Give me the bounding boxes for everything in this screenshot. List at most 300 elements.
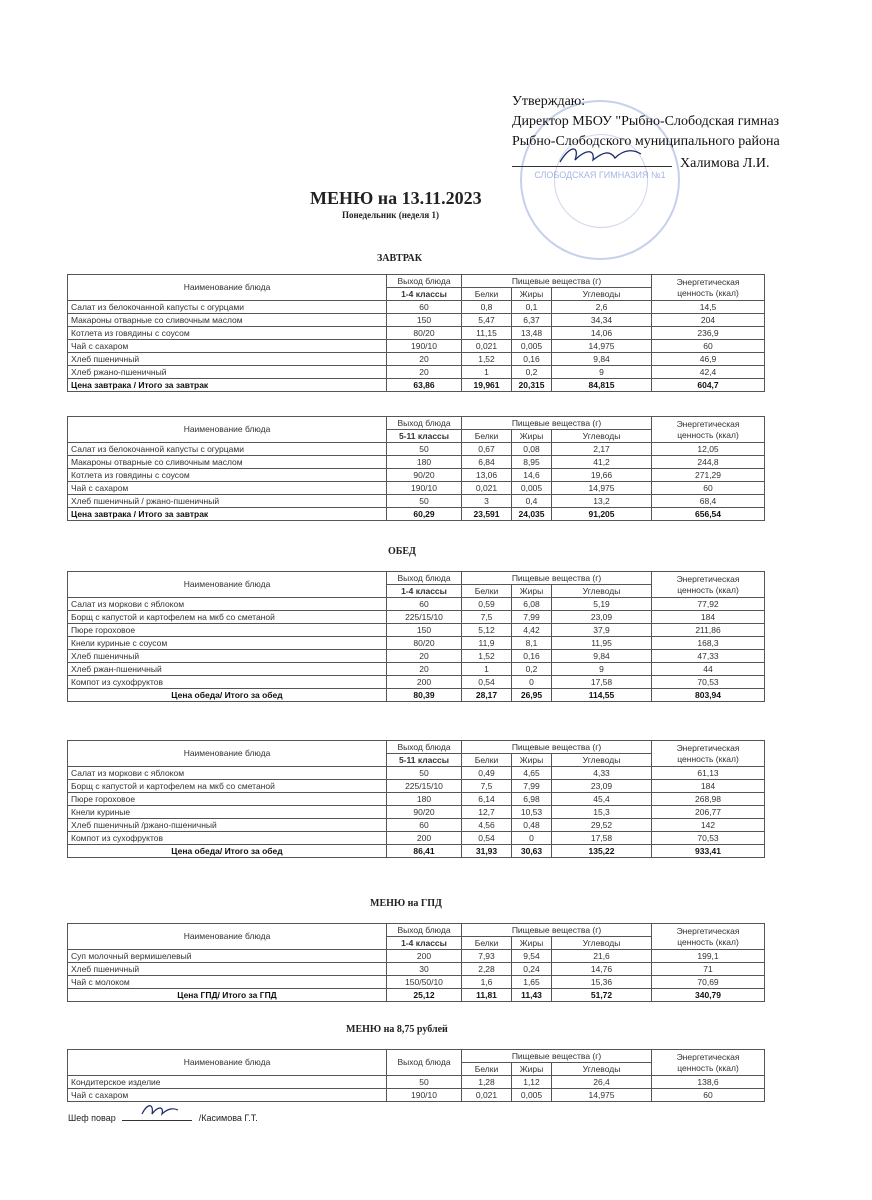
dish-energy: 47,33 [652, 650, 765, 663]
dish-output: 80/20 [387, 327, 462, 340]
header-output: Выход блюда [387, 572, 462, 585]
table-row [68, 1076, 765, 1089]
dish-output: 200 [387, 676, 462, 689]
total-energy: 803,94 [652, 689, 765, 702]
dish-proteins: 0,67 [462, 443, 512, 456]
dish-carbs: 9,84 [552, 353, 652, 366]
section-gpd: МЕНЮ на ГПД [370, 898, 442, 909]
dish-energy: 77,92 [652, 598, 765, 611]
dish-fats: 13,48 [512, 327, 552, 340]
dish-energy: 42,4 [652, 366, 765, 379]
dish-carbs: 14,975 [552, 482, 652, 495]
total-price: 80,39 [387, 689, 462, 702]
dish-carbs: 9 [552, 663, 652, 676]
dish-fats: 9,54 [512, 950, 552, 963]
gpd-table [67, 923, 765, 1002]
dish-carbs: 23,09 [552, 780, 652, 793]
total-row [68, 689, 765, 702]
dish-fats: 0,48 [512, 819, 552, 832]
chef-signature-line [122, 1110, 192, 1121]
dish-fats: 0,2 [512, 663, 552, 676]
dish-name: Компот из сухофруктов [68, 832, 387, 845]
stamp-text: СЛОБОДСКАЯ ГИМНАЗИЯ №1 [534, 170, 666, 180]
dish-carbs: 34,34 [552, 314, 652, 327]
dish-name: Салат из белокочанной капусты с огурцами [68, 301, 387, 314]
table-row [68, 443, 765, 456]
dish-energy: 184 [652, 780, 765, 793]
page-subtitle: Понедельник (неделя 1) [342, 210, 439, 220]
approval-line-4 [512, 152, 780, 174]
section-menu-875: МЕНЮ на 8,75 рублей [346, 1024, 448, 1035]
section-lunch: ОБЕД [388, 546, 416, 557]
dish-fats: 0,16 [512, 650, 552, 663]
table-row [68, 832, 765, 845]
total-price: 60,29 [387, 508, 462, 521]
dish-carbs: 5,19 [552, 598, 652, 611]
header-energy [652, 572, 765, 598]
total-row [68, 508, 765, 521]
dish-name: Суп молочный вермишелевый [68, 950, 387, 963]
dish-fats: 0,08 [512, 443, 552, 456]
dish-output: 90/20 [387, 469, 462, 482]
dish-proteins: 5,12 [462, 624, 512, 637]
table-row [68, 598, 765, 611]
header-fats: Жиры [512, 288, 552, 301]
table-row [68, 663, 765, 676]
class-group-label: 5-11 классы [387, 430, 462, 443]
dish-name: Борщ с капустой и картофелем на мкб со сметаной [68, 611, 387, 624]
total-proteins: 31,93 [462, 845, 512, 858]
dish-name: Макароны отварные со сливочным маслом [68, 456, 387, 469]
dish-output: 20 [387, 366, 462, 379]
table-row [68, 482, 765, 495]
dish-carbs: 4,33 [552, 767, 652, 780]
dish-fats: 0,24 [512, 963, 552, 976]
header-proteins: Белки [462, 1063, 512, 1076]
total-carbs: 114,55 [552, 689, 652, 702]
dish-energy: 61,13 [652, 767, 765, 780]
dish-carbs: 2,6 [552, 301, 652, 314]
page-title: МЕНЮ на 13.11.2023 [310, 188, 482, 208]
header-energy-line-2: ценность (ккал) [677, 753, 739, 764]
header-output: Выход блюда [387, 417, 462, 430]
dish-fats: 0,1 [512, 301, 552, 314]
dish-name: Хлеб пшеничный [68, 963, 387, 976]
dish-energy: 206,77 [652, 806, 765, 819]
header-row [68, 741, 765, 754]
header-nutrients: Пищевые вещества (г) [462, 275, 652, 288]
dish-output: 150 [387, 314, 462, 327]
total-proteins: 11,81 [462, 989, 512, 1002]
breakfast-1-4-body [68, 275, 765, 392]
dish-proteins: 5,47 [462, 314, 512, 327]
dish-proteins: 0,54 [462, 832, 512, 845]
dish-proteins: 1 [462, 366, 512, 379]
director-name: Халимова Л.И. [680, 156, 770, 171]
dish-output: 20 [387, 353, 462, 366]
dish-name: Кондитерское изделие [68, 1076, 387, 1089]
dish-energy: 70,53 [652, 832, 765, 845]
total-fats: 30,63 [512, 845, 552, 858]
dish-energy: 70,53 [652, 676, 765, 689]
dish-output: 190/10 [387, 482, 462, 495]
dish-carbs: 13,2 [552, 495, 652, 508]
total-carbs: 91,205 [552, 508, 652, 521]
dish-proteins: 0,021 [462, 340, 512, 353]
header-proteins: Белки [462, 585, 512, 598]
dish-carbs: 9,84 [552, 650, 652, 663]
dish-name: Хлеб пшеничный [68, 650, 387, 663]
header-energy-line-1: Энергетическая [676, 573, 740, 584]
dish-proteins: 11,9 [462, 637, 512, 650]
total-label: Цена обеда/ Итого за обед [68, 845, 387, 858]
approval-block [512, 92, 780, 174]
dish-energy: 142 [652, 819, 765, 832]
dish-output: 50 [387, 443, 462, 456]
dish-carbs: 15,36 [552, 976, 652, 989]
dish-carbs: 37,9 [552, 624, 652, 637]
header-energy [652, 741, 765, 767]
header-fats: Жиры [512, 1063, 552, 1076]
header-energy-line-1: Энергетическая [676, 418, 740, 429]
lunch-1-4-body [68, 572, 765, 702]
dish-name: Хлеб пшеничный /ржано-пшеничный [68, 819, 387, 832]
dish-fats: 6,98 [512, 793, 552, 806]
dish-proteins: 6,84 [462, 456, 512, 469]
dish-name: Чай с молоком [68, 976, 387, 989]
header-energy [652, 275, 765, 301]
dish-name: Борщ с капустой и картофелем на мкб со сметаной [68, 780, 387, 793]
dish-energy: 60 [652, 340, 765, 353]
total-proteins: 23,591 [462, 508, 512, 521]
total-carbs: 135,22 [552, 845, 652, 858]
dish-carbs: 17,58 [552, 676, 652, 689]
class-group-label: 1-4 классы [387, 937, 462, 950]
total-carbs: 84,815 [552, 379, 652, 392]
gpd-body [68, 924, 765, 1002]
dish-output: 20 [387, 650, 462, 663]
total-label: Цена ГПД/ Итого за ГПД [68, 989, 387, 1002]
header-row [68, 275, 765, 288]
table-row [68, 340, 765, 353]
dish-proteins: 1 [462, 663, 512, 676]
breakfast-table-5-11 [67, 416, 765, 521]
dish-name: Салат из моркови с яблоком [68, 598, 387, 611]
total-fats: 20,315 [512, 379, 552, 392]
dish-proteins: 12,7 [462, 806, 512, 819]
table-row [68, 793, 765, 806]
header-name: Наименование блюда [68, 275, 387, 301]
dish-name: Макароны отварные со сливочным маслом [68, 314, 387, 327]
dish-fats: 1,65 [512, 976, 552, 989]
dish-energy: 184 [652, 611, 765, 624]
header-energy [652, 1050, 765, 1076]
header-nutrients: Пищевые вещества (г) [462, 1050, 652, 1063]
dish-output: 30 [387, 963, 462, 976]
total-energy: 340,79 [652, 989, 765, 1002]
table-row [68, 819, 765, 832]
total-energy: 604,7 [652, 379, 765, 392]
header-energy-line-2: ценность (ккал) [677, 936, 739, 947]
table-row [68, 469, 765, 482]
dish-fats: 6,37 [512, 314, 552, 327]
dish-fats: 0,005 [512, 1089, 552, 1102]
dish-fats: 0 [512, 832, 552, 845]
dish-energy: 60 [652, 482, 765, 495]
table-row [68, 767, 765, 780]
approval-line-2: Директор МБОУ "Рыбно-Слободская гимназ [512, 114, 780, 129]
dish-carbs: 14,975 [552, 1089, 652, 1102]
table-row [68, 314, 765, 327]
header-energy [652, 417, 765, 443]
total-carbs: 51,72 [552, 989, 652, 1002]
dish-energy: 70,69 [652, 976, 765, 989]
dish-proteins: 0,54 [462, 676, 512, 689]
dish-name: Хлеб ржан-пшеничный [68, 663, 387, 676]
chef-signature [140, 1100, 180, 1120]
header-energy-line-1: Энергетическая [676, 925, 740, 936]
header-energy-line-1: Энергетическая [676, 1051, 740, 1062]
total-energy: 656,54 [652, 508, 765, 521]
class-group-label: 5-11 классы [387, 754, 462, 767]
dish-name: Кнели куриные с соусом [68, 637, 387, 650]
header-energy-line-2: ценность (ккал) [677, 429, 739, 440]
total-energy: 933,41 [652, 845, 765, 858]
header-carbs: Углеводы [552, 937, 652, 950]
table-row [68, 976, 765, 989]
total-price: 25,12 [387, 989, 462, 1002]
dish-carbs: 19,66 [552, 469, 652, 482]
table-row [68, 611, 765, 624]
dish-name: Котлета из говядины с соусом [68, 327, 387, 340]
lunch-5-11-body [68, 741, 765, 858]
total-fats: 24,035 [512, 508, 552, 521]
dish-carbs: 14,76 [552, 963, 652, 976]
approval-line-1: Утверждаю: [512, 94, 586, 109]
table-row [68, 637, 765, 650]
menu-875-body [68, 1050, 765, 1102]
dish-proteins: 1,6 [462, 976, 512, 989]
dish-energy: 46,9 [652, 353, 765, 366]
dish-carbs: 29,52 [552, 819, 652, 832]
total-fats: 26,95 [512, 689, 552, 702]
dish-proteins: 0,021 [462, 1089, 512, 1102]
dish-fats: 10,53 [512, 806, 552, 819]
dish-name: Пюре гороховое [68, 624, 387, 637]
dish-proteins: 0,59 [462, 598, 512, 611]
table-row [68, 950, 765, 963]
header-row [68, 417, 765, 430]
dish-energy: 71 [652, 963, 765, 976]
dish-name: Чай с сахаром [68, 340, 387, 353]
dish-name: Салат из моркови с яблоком [68, 767, 387, 780]
header-proteins: Белки [462, 288, 512, 301]
header-name: Наименование блюда [68, 924, 387, 950]
header-row [68, 924, 765, 937]
dish-output: 200 [387, 950, 462, 963]
dish-energy: 236,9 [652, 327, 765, 340]
dish-fats: 7,99 [512, 780, 552, 793]
dish-fats: 1,12 [512, 1076, 552, 1089]
dish-output: 150 [387, 624, 462, 637]
dish-energy: 12,05 [652, 443, 765, 456]
dish-output: 50 [387, 495, 462, 508]
dish-carbs: 14,06 [552, 327, 652, 340]
total-price: 86,41 [387, 845, 462, 858]
dish-fats: 14,6 [512, 469, 552, 482]
header-name: Наименование блюда [68, 1050, 387, 1076]
dish-proteins: 1,52 [462, 353, 512, 366]
table-row [68, 456, 765, 469]
dish-name: Хлеб пшеничный [68, 353, 387, 366]
header-carbs: Углеводы [552, 754, 652, 767]
lunch-table-1-4 [67, 571, 765, 702]
dish-fats: 7,99 [512, 611, 552, 624]
header-fats: Жиры [512, 430, 552, 443]
dish-output: 60 [387, 301, 462, 314]
dish-output: 225/15/10 [387, 611, 462, 624]
dish-fats: 0,005 [512, 340, 552, 353]
dish-energy: 204 [652, 314, 765, 327]
header-row [68, 1050, 765, 1063]
total-label: Цена завтрака / Итого за завтрак [68, 508, 387, 521]
header-proteins: Белки [462, 937, 512, 950]
table-row [68, 806, 765, 819]
header-energy-line-2: ценность (ккал) [677, 287, 739, 298]
header-fats: Жиры [512, 937, 552, 950]
dish-fats: 8,95 [512, 456, 552, 469]
dish-energy: 44 [652, 663, 765, 676]
dish-output: 225/15/10 [387, 780, 462, 793]
dish-fats: 0 [512, 676, 552, 689]
total-row [68, 845, 765, 858]
dish-fats: 0,005 [512, 482, 552, 495]
dish-carbs: 2,17 [552, 443, 652, 456]
dish-carbs: 14,975 [552, 340, 652, 353]
breakfast-5-11-body [68, 417, 765, 521]
dish-name: Хлеб пшеничный / ржано-пшеничный [68, 495, 387, 508]
chef-name: /Касимова Г.Т. [198, 1113, 258, 1123]
dish-fats: 8,1 [512, 637, 552, 650]
chef-label: Шеф повар [68, 1113, 116, 1123]
header-nutrients: Пищевые вещества (г) [462, 417, 652, 430]
table-row [68, 963, 765, 976]
dish-energy: 14,5 [652, 301, 765, 314]
header-energy-line-2: ценность (ккал) [677, 584, 739, 595]
header-carbs: Углеводы [552, 1063, 652, 1076]
dish-name: Котлета из говядины с соусом [68, 469, 387, 482]
dish-energy: 138,6 [652, 1076, 765, 1089]
header-carbs: Углеводы [552, 288, 652, 301]
dish-carbs: 21,6 [552, 950, 652, 963]
total-price: 63,86 [387, 379, 462, 392]
header-energy-line-1: Энергетическая [676, 742, 740, 753]
total-proteins: 28,17 [462, 689, 512, 702]
dish-proteins: 1,28 [462, 1076, 512, 1089]
header-carbs: Углеводы [552, 430, 652, 443]
table-row [68, 353, 765, 366]
dish-proteins: 7,93 [462, 950, 512, 963]
section-breakfast: ЗАВТРАК [377, 253, 423, 264]
dish-proteins: 3 [462, 495, 512, 508]
header-output: Выход блюда [387, 275, 462, 288]
dish-output: 20 [387, 663, 462, 676]
dish-name: Чай с сахаром [68, 1089, 387, 1102]
dish-carbs: 15,3 [552, 806, 652, 819]
dish-output: 180 [387, 456, 462, 469]
dish-energy: 199,1 [652, 950, 765, 963]
dish-name: Пюре гороховое [68, 793, 387, 806]
header-nutrients: Пищевые вещества (г) [462, 572, 652, 585]
table-row [68, 366, 765, 379]
dish-energy: 268,98 [652, 793, 765, 806]
header-energy-line-1: Энергетическая [676, 276, 740, 287]
dish-energy: 168,3 [652, 637, 765, 650]
dish-fats: 6,08 [512, 598, 552, 611]
table-row [68, 676, 765, 689]
header-fats: Жиры [512, 754, 552, 767]
header-carbs: Углеводы [552, 585, 652, 598]
dish-fats: 0,4 [512, 495, 552, 508]
header-nutrients: Пищевые вещества (г) [462, 924, 652, 937]
dish-output: 60 [387, 598, 462, 611]
dish-fats: 4,65 [512, 767, 552, 780]
dish-proteins: 0,49 [462, 767, 512, 780]
dish-output: 50 [387, 1076, 462, 1089]
total-label: Цена завтрака / Итого за завтрак [68, 379, 387, 392]
header-output: Выход блюда [387, 924, 462, 937]
class-group-label: 1-4 классы [387, 288, 462, 301]
header-row [68, 572, 765, 585]
dish-name: Кнели куриные [68, 806, 387, 819]
dish-proteins: 13,06 [462, 469, 512, 482]
dish-output: 60 [387, 819, 462, 832]
table-row [68, 780, 765, 793]
dish-carbs: 45,4 [552, 793, 652, 806]
table-row [68, 650, 765, 663]
dish-energy: 211,86 [652, 624, 765, 637]
dish-proteins: 7,5 [462, 780, 512, 793]
class-group-label: 1-4 классы [387, 585, 462, 598]
dish-carbs: 41,2 [552, 456, 652, 469]
total-row [68, 989, 765, 1002]
dish-name: Хлеб ржано-пшеничный [68, 366, 387, 379]
table-row [68, 327, 765, 340]
dish-fats: 0,2 [512, 366, 552, 379]
table-row [68, 495, 765, 508]
dish-proteins: 4,56 [462, 819, 512, 832]
dish-output: 200 [387, 832, 462, 845]
signature-line [512, 152, 672, 167]
dish-proteins: 6,14 [462, 793, 512, 806]
dish-energy: 68,4 [652, 495, 765, 508]
menu-875-table [67, 1049, 765, 1102]
header-nutrients: Пищевые вещества (г) [462, 741, 652, 754]
header-proteins: Белки [462, 754, 512, 767]
table-row [68, 624, 765, 637]
dish-carbs: 11,95 [552, 637, 652, 650]
dish-carbs: 26,4 [552, 1076, 652, 1089]
dish-proteins: 0,8 [462, 301, 512, 314]
dish-fats: 4,42 [512, 624, 552, 637]
header-fats: Жиры [512, 585, 552, 598]
header-energy-line-2: ценность (ккал) [677, 1062, 739, 1073]
dish-energy: 244,8 [652, 456, 765, 469]
total-row [68, 379, 765, 392]
header-name: Наименование блюда [68, 741, 387, 767]
header-output: Выход блюда [387, 1050, 462, 1076]
header-name: Наименование блюда [68, 572, 387, 598]
